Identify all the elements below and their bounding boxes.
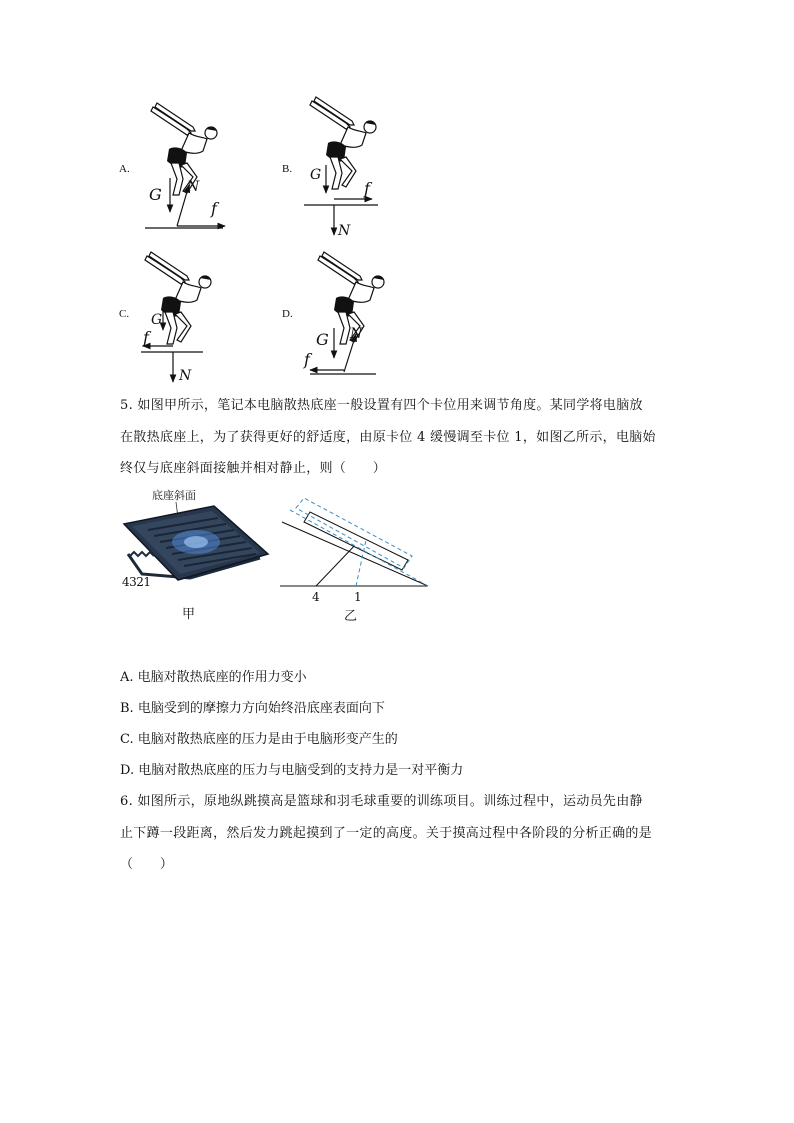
diver-illustration [280, 250, 440, 390]
normal-label: N [338, 223, 351, 239]
figure-caption-yi: 乙 [344, 609, 358, 624]
question-5-line-1: 5. 如图甲所示，笔记本电脑散热底座一般设置有四个卡位用来调节角度。某同学将电脑放 [120, 398, 643, 413]
question-6-line-3: （ ） [120, 857, 174, 872]
slot-1-label: 1 [354, 590, 362, 604]
figure-option-b [280, 95, 440, 245]
gravity-label: G [149, 185, 162, 204]
incline-diagram [276, 490, 436, 600]
figure-option-d [280, 250, 440, 390]
friction-label: f [304, 350, 310, 369]
option-label: A. [119, 163, 130, 175]
question-6-line-1: 6. 如图所示，原地纵跳摸高是篮球和羽毛球重要的训练项目。训练过程中，运动员先由静 [120, 794, 643, 809]
question-6-line-2: 止下蹲一段距离，然后发力跳起摸到了一定的高度。关于摸高过程中各阶段的分析正确的是 [120, 826, 653, 841]
gravity-label: G [310, 167, 322, 183]
figure-option-c [115, 250, 275, 390]
choice-a: A. 电脑对散热底座的作用力变小 [120, 670, 307, 685]
choice-d: D. 电脑对散热底座的压力与电脑受到的支持力是一对平衡力 [120, 763, 464, 778]
normal-label: N [350, 326, 363, 342]
figure-yi-incline-diagram [276, 490, 436, 625]
question-5-line-2: 在散热底座上，为了获得更好的舒适度，由原卡位 4 缓慢调至卡位 1，如图乙所示，电脑始 [120, 430, 656, 445]
slot-numbers: 4321 [122, 575, 151, 589]
slot-4-label: 4 [312, 590, 320, 604]
diver-illustration [115, 250, 275, 390]
gravity-label: G [316, 330, 329, 349]
choice-c: C. 电脑对散热底座的压力是由于电脑形变产生的 [120, 732, 398, 747]
friction-label: f [143, 328, 149, 347]
figure-jia-cooling-stand [118, 484, 273, 624]
friction-label: f [211, 199, 217, 218]
option-label: C. [119, 308, 130, 320]
option-label: D. [282, 308, 293, 320]
choice-b: B. 电脑受到的摩擦力方向始终沿底座表面向下 [120, 701, 385, 716]
gravity-label: G [151, 312, 163, 328]
friction-label: f [364, 179, 370, 198]
question-5-line-3: 终仅与底座斜面接触并相对静止，则（ ） [120, 461, 387, 476]
normal-label: N [187, 179, 200, 195]
surface-label: 底座斜面 [152, 489, 196, 502]
option-label: B. [282, 163, 293, 175]
normal-label: N [179, 368, 192, 384]
figure-caption-jia: 甲 [182, 607, 196, 622]
diver-illustration [115, 95, 275, 240]
diver-illustration [280, 95, 440, 245]
figure-option-a [115, 95, 275, 240]
